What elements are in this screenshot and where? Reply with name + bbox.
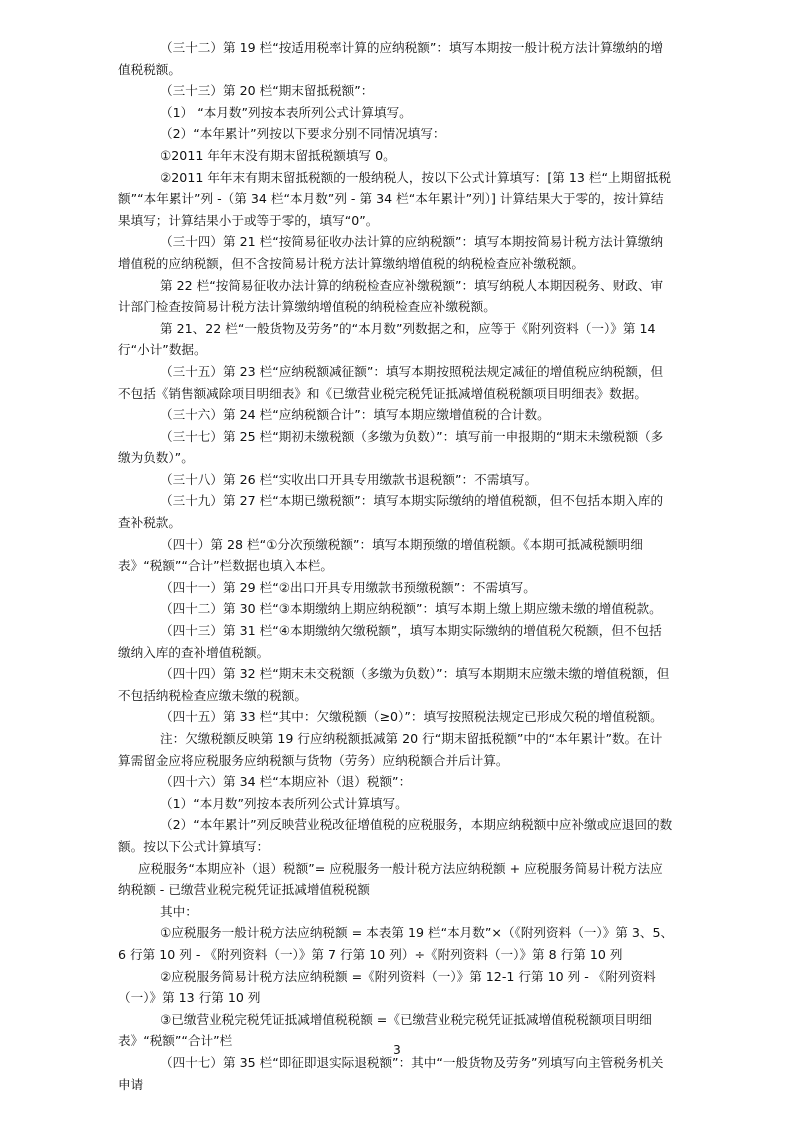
paragraph-formula-2: ②应税服务简易计税方法应纳税额 =《附列资料（一）》第 12-1 行第 10 列 - 《附列资料（一）》第 13 行第 10 列 xyxy=(118,968,656,1006)
paragraph-40: （四十）第 28 栏“①分次预缴税额”：填写本期预缴的增值税额。《本期可抵减税额明细表》“税额”“合计”栏数据也填入本栏。 xyxy=(118,536,643,574)
paragraph-46-1: （1）“本月数”列按本表所列公式计算填写。 xyxy=(160,795,408,811)
paragraph-46-2: （2）“本年累计”列反映营业税改征增值税的应税服务，本期应纳税额中应补缴或应退回的数额。按以下公式计算填写： xyxy=(118,817,673,854)
paragraph-32: （三十二）第 19 栏“按适用税率计算的应纳税额”：填写本期按一般计税方法计算缴纳的增值税税额。 xyxy=(118,40,664,77)
paragraph-36: （三十六）第 24 栏“应纳税额合计”：填写本期应缴增值税的合计数。 xyxy=(160,407,550,423)
paragraph-note: 注：欠缴税额反映第 19 行应纳税额抵减第 20 行“期末留抵税额”中的“本年累计”数。在计算需留金应将应税服务应纳税额与货物（劳务）应纳税额合并后计算。 xyxy=(118,731,663,768)
paragraph-45: （四十五）第 33 栏“其中：欠缴税额（≥0）”：填写按照税法规定已形成欠税的增值税额。 xyxy=(160,709,663,725)
paragraph-formula: 应税服务“本期应补（退）税额”= 应税服务一般计税方法应纳税额 + 应税服务简易计税方法应纳税额 - 已缴营业税完税凭证抵减增值税税额 xyxy=(118,860,663,898)
paragraph-37: （三十七）第 25 栏“期初未缴税额（多缴为负数）”：填写前一申报期的“期末未缴税额（多缴为负数）”。 xyxy=(118,428,664,466)
paragraph-formula-1: ①应税服务一般计税方法应纳税额 = 本表第 19 栏“本月数”×（《附列资料（一）》第 3、5、6 行第 10 列 - 《附列资料（一）》第 7 行第 10 列）÷《附列资料（一）》第 8 行第 10 列 xyxy=(118,925,674,962)
paragraph-39: （三十九）第 27 栏“本期已缴税额”：填写本期实际缴纳的增值税额，但不包括本期入库的查补税款。 xyxy=(118,493,664,531)
paragraph-35: （三十五）第 23 栏“应纳税额减征额”：填写本期按照税法规定减征的增值税应纳税额，但不包括《销售额减除项目明细表》和《已缴营业税完税凭证抵减增值税税额项目明细表》数据。 xyxy=(118,363,664,401)
paragraph-33-2-a: ①2011 年年末没有期末留抵税额填写 0。 xyxy=(160,147,396,163)
paragraph-43: （四十三）第 31 栏“④本期缴纳欠缴税额”，填写本期实际缴纳的增值税欠税额，但不包括缴纳入库的查补增值税额。 xyxy=(118,623,662,660)
paragraph-among: 其中： xyxy=(160,903,198,919)
paragraph-34: （三十四）第 21 栏“按简易征收办法计算的应纳税额”：填写本期按简易计税方法计算缴纳增值税的应纳税额，但不含按简易计税方法计算缴纳增值税的纳税检查应补缴税额。 xyxy=(118,234,664,271)
paragraph-42: （四十二）第 30 栏“③本期缴纳上期应纳税额”：填写本期上缴上期应缴未缴的增值税款。 xyxy=(160,601,662,617)
paragraph-41: （四十一）第 29 栏“②出口开具专用缴款书预缴税额”：不需填写。 xyxy=(160,579,536,595)
paragraph-34-col21-22: 第 21、22 栏“一般货物及劳务”的“本月数”列数据之和，应等于《附列资料（一）》第 14 行“小计”数据。 xyxy=(118,320,656,358)
paragraph-formula-3: ③已缴营业税完税凭证抵减增值税税额 =《已缴营业税完税凭证抵减增值税税额项目明细表》“税额”“合计”栏 xyxy=(118,1011,652,1049)
paragraph-33-1: （1） “本月数”列按本表所列公式计算填写。 xyxy=(160,104,412,120)
paragraph-44: （四十四）第 32 栏“期末未交税额（多缴为负数）”：填写本期期末应缴未缴的增值税额，但不包括纳税检查应缴未缴的税额。 xyxy=(118,666,670,703)
paragraph-38: （三十八）第 26 栏“实收出口开具专用缴款书退税额”：不需填写。 xyxy=(160,471,538,487)
page-number: 3 xyxy=(393,1043,401,1057)
paragraph-34-col22: 第 22 栏“按简易征收办法计算的纳税检查应补缴税额”：填写纳税人本期因税务、财政、审计部门检查按简易计税方法计算缴纳增值税的纳税检查应补缴税额。 xyxy=(118,277,664,315)
paragraph-47: （四十七）第 35 栏“即征即退实际退税额”：其中“一般货物及劳务”列填写向主管税务机关申请 xyxy=(118,1054,664,1092)
paragraph-46: （四十六）第 34 栏“本期应补（退）税额”： xyxy=(160,774,412,790)
body-text xyxy=(118,37,674,1095)
paragraph-33-2: （2）“本年累计”列按以下要求分别不同情况填写： xyxy=(160,126,446,142)
paragraph-33-2-b: ②2011 年年末有期末留抵税额的一般纳税人，按以下公式计算填写：[第 13 栏“上期留抵税额”“本年累计”列 -（第 34 栏“本月数”列 - 第 34 栏“本年累计”列）] 计算结果大于零的，按计算结果填写；计算结果小于或等于零的，填写“0”。 xyxy=(118,169,671,228)
paragraph-33: （三十三）第 20 栏“期末留抵税额”： xyxy=(160,83,374,99)
